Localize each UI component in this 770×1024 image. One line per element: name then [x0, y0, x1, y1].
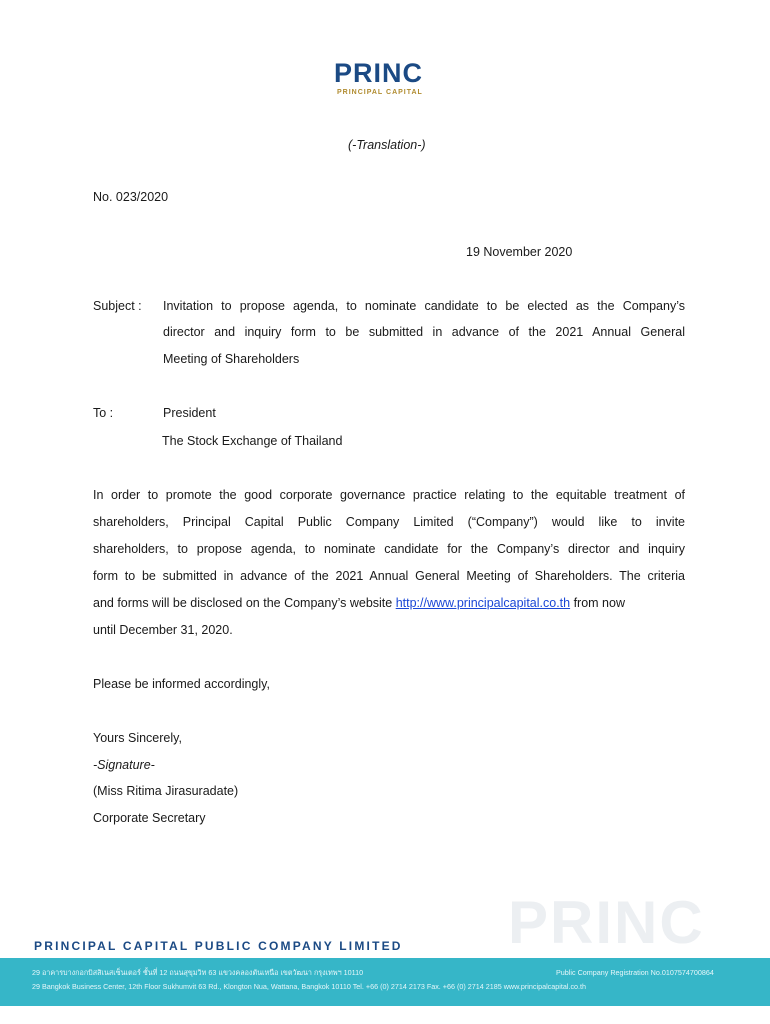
translation-note: (-Translation-): [348, 138, 426, 152]
body-line-5-tail: from now: [570, 596, 625, 610]
signature-placeholder: -Signature-: [93, 758, 155, 772]
company-logo: [334, 56, 444, 102]
closing-line: Please be informed accordingly,: [93, 677, 270, 691]
body-line-3: shareholders, to propose agenda, to nominate candidate for the Company’s director and inquiry: [93, 542, 685, 556]
logo-tagline: PRINCIPAL CAPITAL: [337, 89, 423, 96]
logo-watermark: [508, 878, 770, 958]
signatory-name: (Miss Ritima Jirasuradate): [93, 784, 239, 798]
subject-label: Subject :: [93, 299, 142, 313]
to-label: To :: [93, 406, 114, 420]
recipient-title: President: [163, 406, 216, 420]
body-line-5: [93, 595, 625, 611]
body-line-4: form to be submitted in advance of the 2021 Annual General Meeting of Shareholders. The criteria: [93, 569, 685, 583]
yours-sincerely: Yours Sincerely,: [93, 731, 182, 745]
website-link[interactable]: http://www.principalcapital.co.th: [395, 596, 571, 610]
subject-line-2: director and inquiry form to be submitted in advance of the 2021 Annual General: [163, 325, 685, 339]
recipient-organization: The Stock Exchange of Thailand: [162, 434, 343, 448]
logo-wordmark: PRINC: [334, 58, 424, 88]
footer-address-english: 29 Bangkok Business Center, 12th Floor Sukhumvit 63 Rd., Klongton Nua, Wattana, Bangkok 10110 Tel. +66 (0) 2714 2173 Fax. +66 (0) 2714 2185 www.principalcapital.co.th: [32, 982, 587, 991]
document-number: No. 023/2020: [93, 190, 169, 204]
body-line-5-text: and forms will be disclosed on the Company’s website: [93, 596, 396, 610]
subject-line-1: Invitation to propose agenda, to nominate candidate to be elected as the Company’s: [163, 299, 685, 313]
subject-line-3: Meeting of Shareholders: [163, 352, 300, 366]
body-line-1: In order to promote the good corporate governance practice relating to the equitable treatment of: [93, 488, 685, 502]
footer-band: [0, 958, 770, 1006]
letter-date: 19 November 2020: [466, 245, 573, 259]
footer-registration: Public Company Registration No.0107574700864: [556, 968, 714, 977]
signatory-title: Corporate Secretary: [93, 811, 206, 825]
company-name: PRINCIPAL CAPITAL PUBLIC COMPANY LIMITED: [34, 939, 403, 953]
body-line-6: until December 31, 2020.: [93, 623, 233, 637]
footer-address-thai: 29 อาคารบางกอกบิสสิเนสเซ็นเตอร์ ชั้นที่ 12 ถนนสุขุมวิท 63 แขวงคลองตันเหนือ เขตวัฒนา กรุงเทพฯ 10110: [32, 968, 364, 977]
body-line-2: shareholders, Principal Capital Public Company Limited (“Company”) would like to invite: [93, 515, 685, 529]
watermark-wordmark: PRINC: [508, 889, 705, 956]
